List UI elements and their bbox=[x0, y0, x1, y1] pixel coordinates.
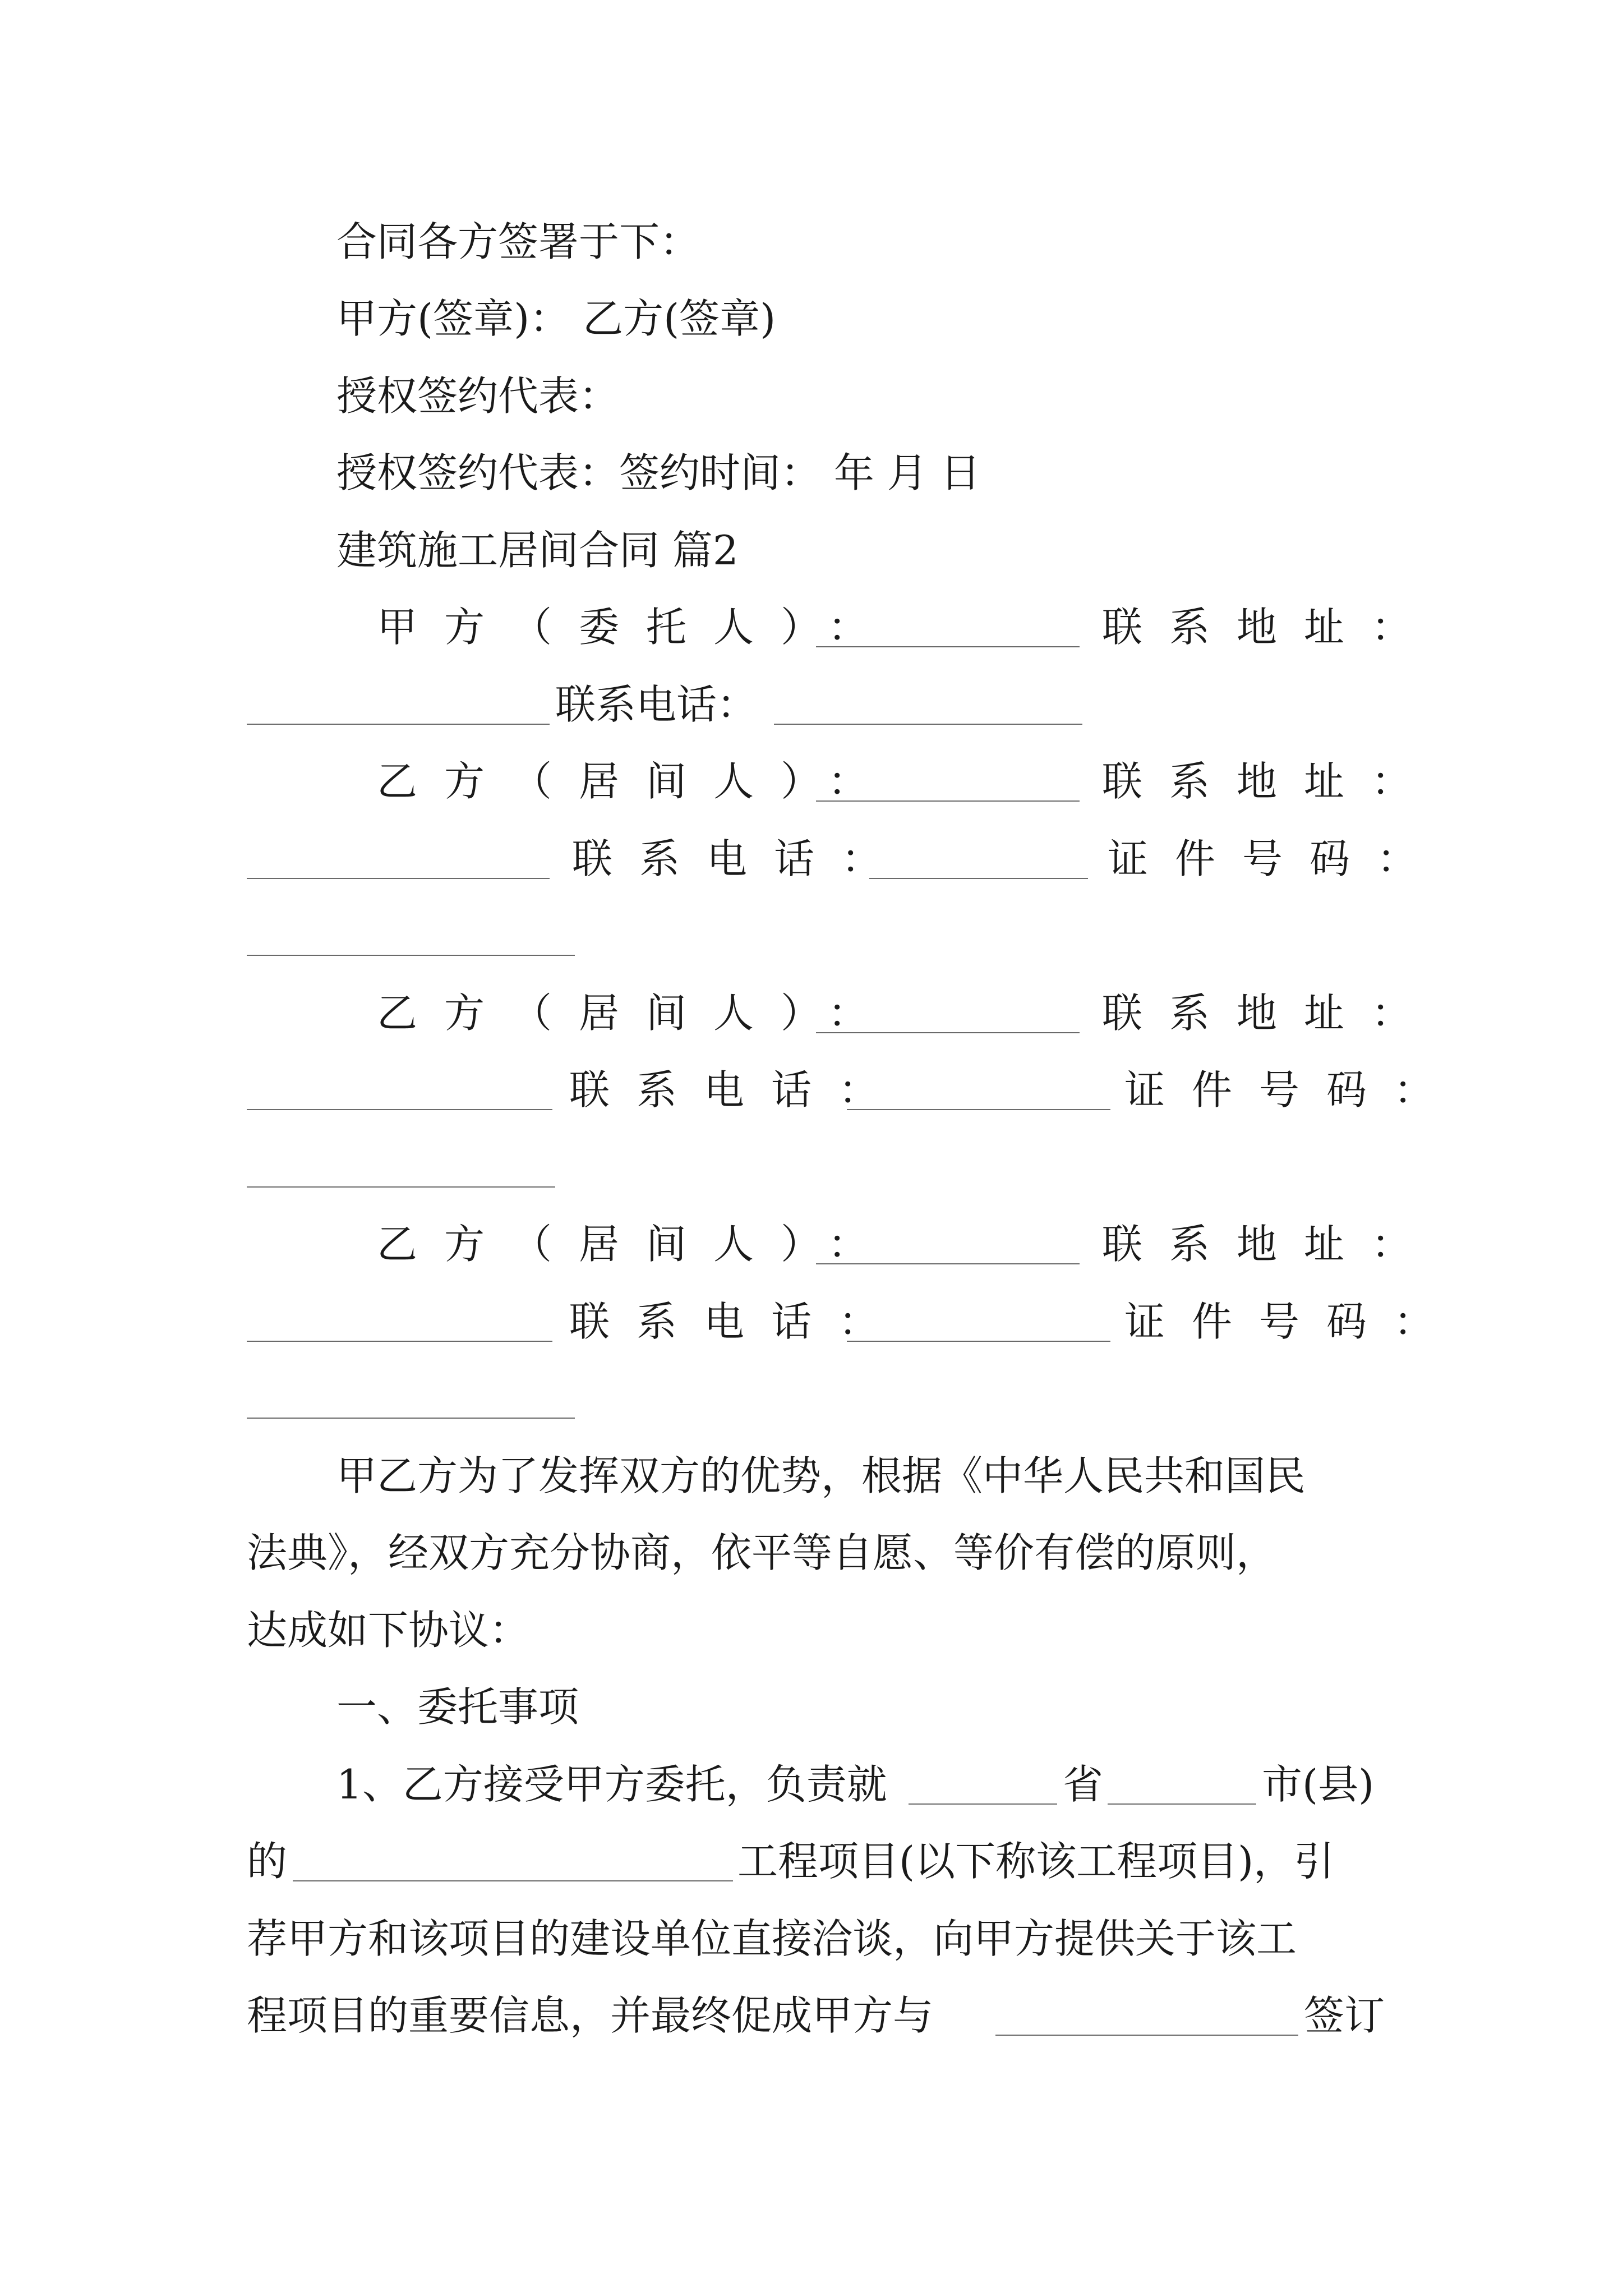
party-b2-phone-label: 联系电话： bbox=[569, 1066, 906, 1114]
party-b3-phone-label: 联系电话： bbox=[569, 1298, 906, 1345]
party-a-address-blank bbox=[247, 724, 550, 725]
authorized-rep-1: 授权签约代表： bbox=[336, 372, 620, 420]
party-b3-address-label: 联系地址： bbox=[1102, 1221, 1439, 1268]
clause-1-line-4b: 签订 bbox=[1304, 1992, 1385, 2039]
party-b2-name-blank bbox=[816, 1032, 1080, 1033]
party-b2-id-blank bbox=[247, 1186, 555, 1188]
party-b2-address-label: 联系地址： bbox=[1102, 990, 1439, 1037]
party-a-address-label: 联系地址： bbox=[1102, 604, 1439, 651]
clause-1-line-2b: 工程项目(以下称该工程项目)，引 bbox=[737, 1838, 1335, 1885]
party-b1-address-blank bbox=[247, 878, 550, 879]
party-a-phone-blank bbox=[774, 724, 1082, 725]
clause-1-heading: 一、委托事项 bbox=[336, 1683, 579, 1731]
party-b1-name-blank bbox=[816, 800, 1080, 802]
party-a-phone-label: 联系电话： bbox=[555, 681, 758, 728]
party-b2-phone-blank bbox=[847, 1109, 1110, 1110]
province-blank bbox=[909, 1803, 1057, 1805]
party-b1-label: 乙方（居间人）： bbox=[377, 758, 896, 805]
authorized-rep-2-and-date: 授权签约代表：签约时间： 年 月 日 bbox=[336, 449, 981, 496]
party-b3-id-blank bbox=[247, 1418, 575, 1419]
signature-intro: 合同各方签署于下： bbox=[336, 218, 700, 265]
clause-1-line-3: 荐甲方和该项目的建设单位直接洽谈，向甲方提供关于该工 bbox=[247, 1915, 1297, 1962]
section-title: 建筑施工居间合同 篇2 bbox=[336, 527, 739, 574]
party-a-name-blank bbox=[816, 646, 1080, 647]
party-b2-id-label: 证件号码： bbox=[1124, 1066, 1461, 1114]
party-b3-address-blank bbox=[247, 1341, 552, 1342]
preamble-line-3: 达成如下协议： bbox=[247, 1607, 530, 1654]
party-b1-phone-label: 联系电话： bbox=[572, 835, 909, 882]
party-b1-id-label: 证件号码： bbox=[1108, 835, 1445, 882]
clause-1-line-4a: 程项目的重要信息，并最终促成甲方与 bbox=[247, 1992, 934, 2039]
project-blank bbox=[293, 1880, 733, 1881]
party-b1-phone-blank bbox=[869, 878, 1088, 879]
clause-1-line-1a: 1、乙方接受甲方委托，负责就 bbox=[336, 1761, 887, 1808]
party-b2-label: 乙方（居间人）： bbox=[377, 990, 896, 1037]
party-b1-address-label: 联系地址： bbox=[1102, 758, 1439, 805]
clause-1-line-1c: 市(县) bbox=[1262, 1761, 1375, 1808]
clause-1-line-1b: 省 bbox=[1063, 1761, 1104, 1808]
party-a-label: 甲方（委托人）： bbox=[377, 604, 896, 651]
party-b3-id-label: 证件号码： bbox=[1124, 1298, 1461, 1345]
party-b3-name-blank bbox=[816, 1263, 1080, 1264]
clause-1-line-2a: 的 bbox=[247, 1838, 288, 1885]
party-b2-address-blank bbox=[247, 1109, 552, 1110]
party-b3-label: 乙方（居间人）： bbox=[377, 1221, 896, 1268]
preamble-line-1: 甲乙方为了发挥双方的优势，根据《中华人民共和国民 bbox=[336, 1452, 1306, 1499]
counterparty-blank bbox=[995, 2035, 1298, 2036]
party-b3-phone-blank bbox=[847, 1341, 1110, 1342]
preamble-line-2: 法典》，经双方充分协商，依平等自愿、等价有偿的原则， bbox=[247, 1529, 1277, 1576]
city-blank bbox=[1108, 1803, 1256, 1805]
signature-parties: 甲方(签章)： 乙方(签章) bbox=[336, 295, 776, 342]
party-b1-id-blank bbox=[247, 955, 575, 956]
